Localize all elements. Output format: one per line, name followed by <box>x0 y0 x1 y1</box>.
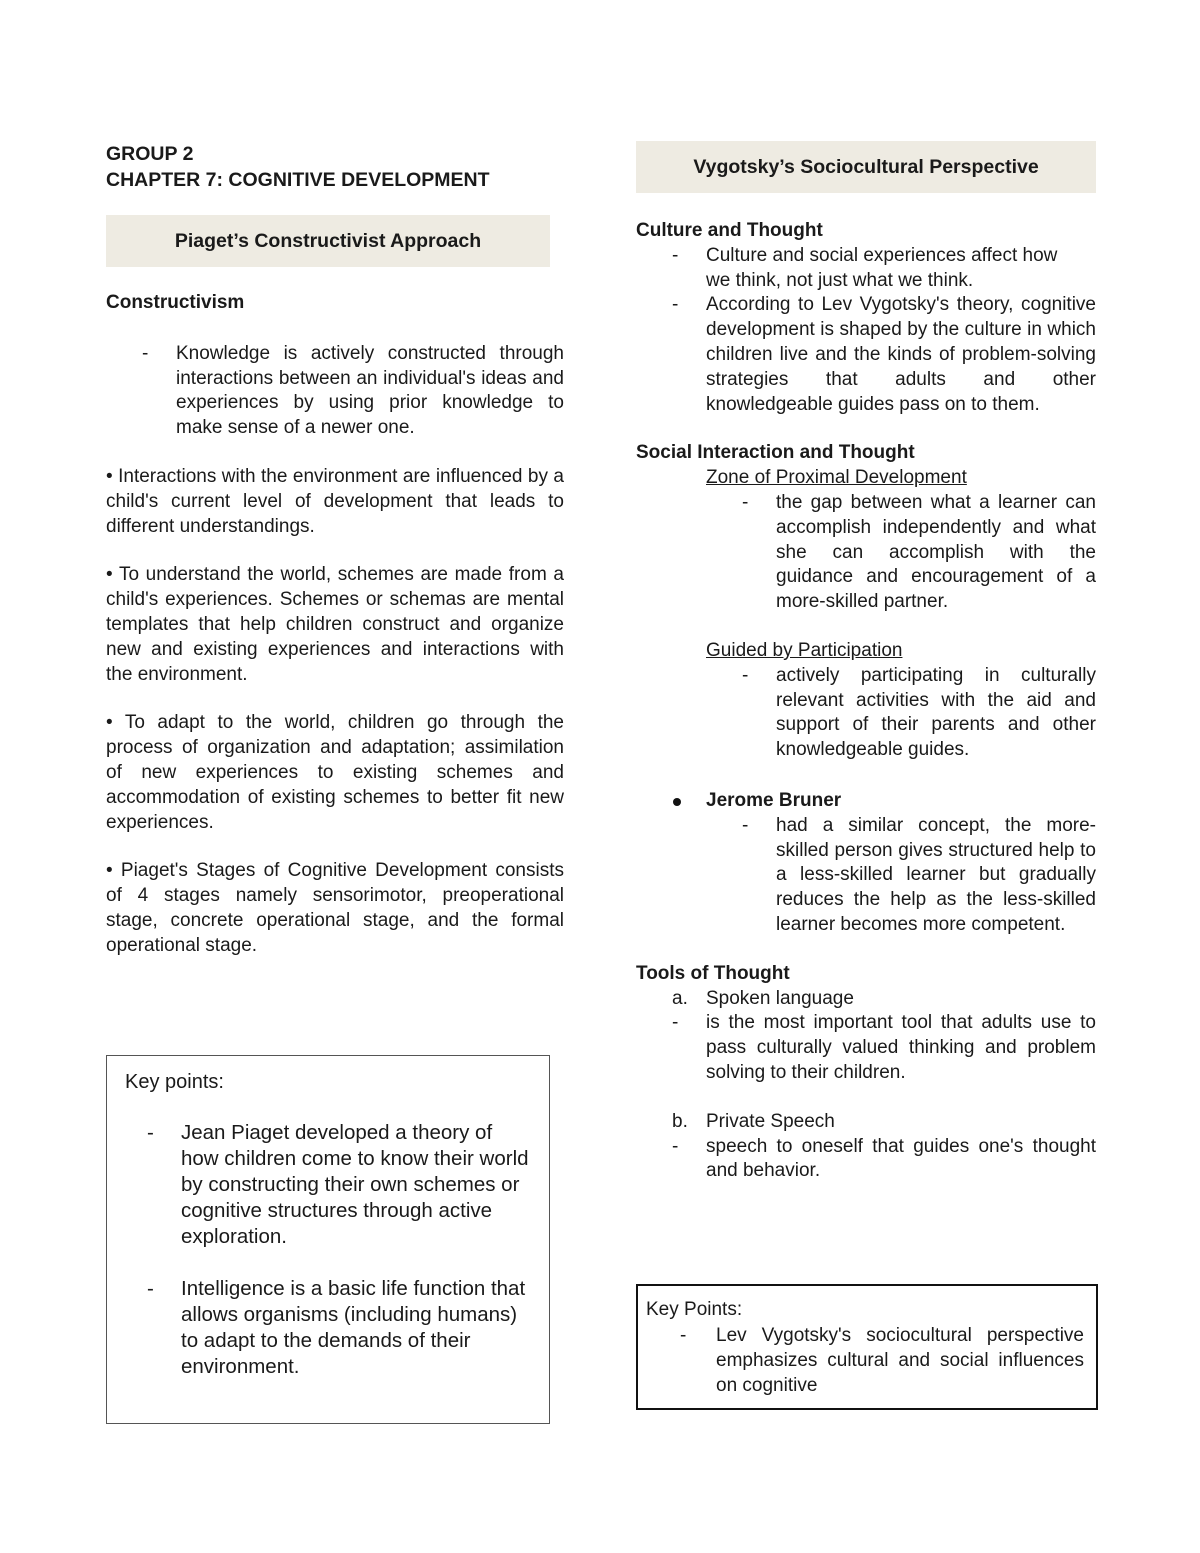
tool-a-label: a. <box>672 987 688 1009</box>
culture-title: Culture and Thought <box>636 220 823 241</box>
list-item: - speech to oneself that guides one's thought and behavior. <box>636 1135 1096 1185</box>
bullet-dot-icon <box>673 798 681 806</box>
tool-b-label: b. <box>672 1110 688 1132</box>
zpd-title: Zone of Proximal Development <box>706 467 967 489</box>
tool-b-title: Private Speech <box>706 1110 835 1132</box>
bruner-title: Jerome Bruner <box>706 789 842 811</box>
left-column <box>106 141 564 959</box>
tool-a-list <box>636 1011 1096 1085</box>
list-item: - had a similar concept, the more-skilled person gives structured help to a less-skilled learner but gradually reduces the help as the less-skilled learner becomes more competent. <box>636 814 1096 938</box>
zpd-list <box>636 491 1096 615</box>
guided-list <box>636 664 1096 763</box>
right-column <box>636 141 1096 1184</box>
culture-list <box>636 244 1096 418</box>
bruner-list <box>636 814 1096 938</box>
social-title: Social Interaction and Thought <box>636 442 915 464</box>
key-points-list <box>638 1324 1084 1398</box>
piaget-banner: Piaget’s Constructivist Approach <box>106 215 550 267</box>
list-item: - is the most important tool that adults use to pass culturally valued thinking and problem solving to their children. <box>636 1011 1096 1085</box>
constructivism-list <box>106 342 564 441</box>
tool-a <box>636 987 1096 1012</box>
vygotsky-key-points-box <box>636 1284 1098 1410</box>
tool-a-title: Spoken language <box>706 987 854 1009</box>
bullet-paragraph: • Piaget's Stages of Cognitive Development consists of 4 stages namely sensorimotor, preoperational stage, concrete operational stage, and the formal operational stage. <box>106 860 564 956</box>
chapter-heading: CHAPTER 7: COGNITIVE DEVELOPMENT <box>106 169 490 191</box>
key-points-title: Key Points: <box>646 1299 743 1320</box>
key-points-title: Key points: <box>125 1071 224 1093</box>
bullet-paragraph: • To adapt to the world, children go through the process of organization and adaptation; assimilation of new experiences to existing schemes and accommodation of existing schemes to better fit new experiences. <box>106 712 564 833</box>
bruner-item <box>636 789 1096 814</box>
key-points-list <box>107 1120 549 1406</box>
piaget-key-points-box <box>106 1055 550 1424</box>
list-item: - Intelligence is a basic life function that allows organisms (including humans) to adapt to the demands of their environment. <box>107 1276 549 1380</box>
list-item: - Culture and social experiences affect how we think, not just what we think. <box>636 244 1096 294</box>
vygotsky-banner: Vygotsky’s Sociocultural Perspective <box>636 141 1096 193</box>
bullet-paragraph: • To understand the world, schemes are made from a child's experiences. Schemes or schemas are mental templates that help children construct and organize new and existing experiences and interactions with the environment. <box>106 564 564 685</box>
bullet-paragraph: • Interactions with the environment are influenced by a child's current level of development that leads to different understandings. <box>106 465 564 537</box>
group-heading: GROUP 2 <box>106 143 194 165</box>
list-item: - Jean Piaget developed a theory of how children come to know their world by constructing their own schemes or cognitive structures through active exploration. <box>107 1120 549 1250</box>
list-item: - According to Lev Vygotsky's theory, cognitive development is shaped by the culture in which children live and the kinds of problem-solving strategies that adults and other knowledgeable guides pass on to them. <box>636 293 1096 417</box>
tool-b <box>636 1110 1096 1135</box>
tool-b-list <box>636 1135 1096 1185</box>
list-item: - Lev Vygotsky's sociocultural perspective emphasizes cultural and social influences on cognitive <box>638 1324 1084 1398</box>
list-item: - actively participating in culturally relevant activities with the aid and support of their parents and other knowledgeable guides. <box>636 664 1096 763</box>
guided-title: Guided by Participation <box>706 639 903 661</box>
tools-title: Tools of Thought <box>636 962 790 984</box>
constructivism-title: Constructivism <box>106 292 245 313</box>
list-item: - Knowledge is actively constructed through interactions between an individual's ideas and experiences by using prior knowledge to make sense of a newer one. <box>106 342 564 441</box>
list-item: - the gap between what a learner can accomplish independently and what she can accomplish with the guidance and encouragement of a more-skilled partner. <box>636 491 1096 615</box>
